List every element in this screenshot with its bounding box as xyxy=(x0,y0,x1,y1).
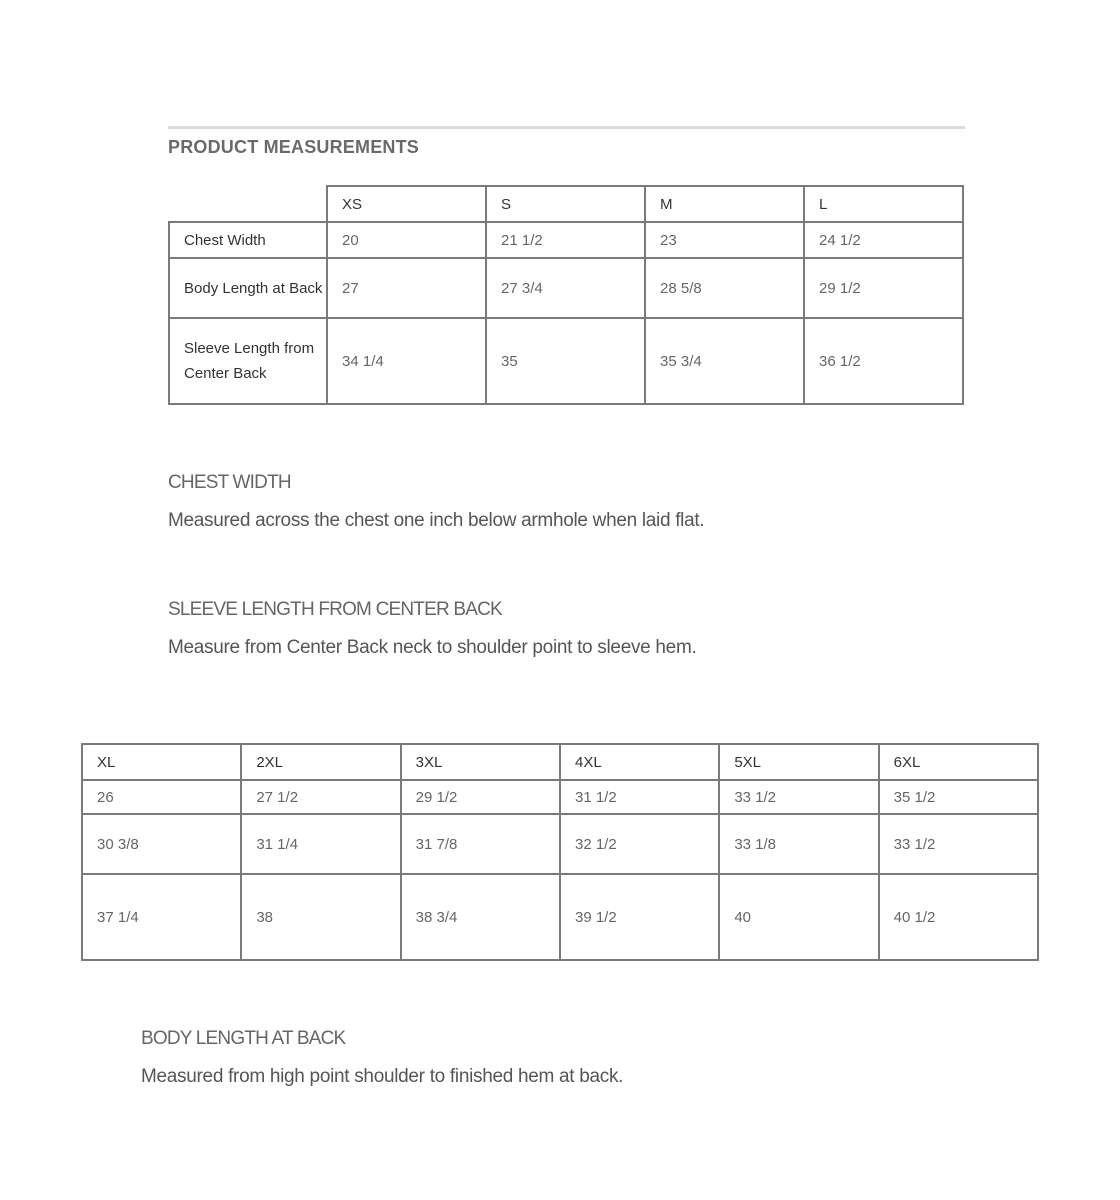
chest-width-row xyxy=(82,780,1038,814)
chest-width-row xyxy=(169,222,963,258)
sleeve-length-row xyxy=(82,874,1038,960)
measurement-cell: 33 1/2 xyxy=(719,780,878,814)
measurement-cell: 40 xyxy=(719,874,878,960)
body-length-title: BODY LENGTH AT BACK xyxy=(141,1028,346,1049)
size-header-cell: 5XL xyxy=(719,744,878,780)
row-label-sleeve-length: Sleeve Length from Center Back xyxy=(169,318,327,404)
measurement-cell: 38 xyxy=(241,874,400,960)
measurement-cell: 27 xyxy=(327,258,486,318)
section-title: PRODUCT MEASUREMENTS xyxy=(168,137,420,157)
measurement-cell: 39 1/2 xyxy=(560,874,719,960)
size-header-cell: 2XL xyxy=(241,744,400,780)
measurement-cell: 24 1/2 xyxy=(804,222,963,258)
size-header-cell: L xyxy=(804,186,963,222)
sleeve-length-description: Measure from Center Back neck to shoulder point to sleeve hem. xyxy=(168,637,697,658)
measurement-cell: 35 1/2 xyxy=(879,780,1038,814)
measurement-cell: 33 1/8 xyxy=(719,814,878,874)
chest-width-title: CHEST WIDTH xyxy=(168,472,291,493)
size-header-cell: 6XL xyxy=(879,744,1038,780)
measurement-cell: 21 1/2 xyxy=(486,222,645,258)
size-header-cell: M xyxy=(645,186,804,222)
measurement-cell: 23 xyxy=(645,222,804,258)
measurement-cell: 29 1/2 xyxy=(401,780,560,814)
measurement-cell: 27 3/4 xyxy=(486,258,645,318)
measurement-cell: 31 7/8 xyxy=(401,814,560,874)
measurement-cell: 27 1/2 xyxy=(241,780,400,814)
chest-width-description: Measured across the chest one inch below armhole when laid flat. xyxy=(168,510,705,531)
body-length-description: Measured from high point shoulder to finished hem at back. xyxy=(141,1066,624,1087)
measurement-cell: 31 1/4 xyxy=(241,814,400,874)
measurement-cell: 20 xyxy=(327,222,486,258)
measurement-cell: 30 3/8 xyxy=(82,814,241,874)
measurements-table-bottom xyxy=(81,743,1039,961)
blank-corner-cell xyxy=(169,186,327,222)
measurement-cell: 28 5/8 xyxy=(645,258,804,318)
measurements-table-top xyxy=(168,185,964,405)
measurement-cell: 40 1/2 xyxy=(879,874,1038,960)
row-label-body-length: Body Length at Back xyxy=(169,258,327,318)
measurement-cell: 35 xyxy=(486,318,645,404)
row-label-chest-width: Chest Width xyxy=(169,222,327,258)
measurement-cell: 35 3/4 xyxy=(645,318,804,404)
size-header-cell: XS xyxy=(327,186,486,222)
body-length-row xyxy=(82,814,1038,874)
measurement-cell: 31 1/2 xyxy=(560,780,719,814)
size-header-cell: 3XL xyxy=(401,744,560,780)
measurement-cell: 26 xyxy=(82,780,241,814)
measurement-cell: 37 1/4 xyxy=(82,874,241,960)
header-rule xyxy=(168,126,965,129)
sleeve-length-row xyxy=(169,318,963,404)
measurement-cell: 32 1/2 xyxy=(560,814,719,874)
size-header-cell: XL xyxy=(82,744,241,780)
size-header-row xyxy=(82,744,1038,780)
body-length-row xyxy=(169,258,963,318)
measurement-cell: 34 1/4 xyxy=(327,318,486,404)
measurement-cell: 36 1/2 xyxy=(804,318,963,404)
measurement-cell: 33 1/2 xyxy=(879,814,1038,874)
size-header-cell: 4XL xyxy=(560,744,719,780)
measurement-cell: 38 3/4 xyxy=(401,874,560,960)
sleeve-length-title: SLEEVE LENGTH FROM CENTER BACK xyxy=(168,599,502,620)
measurement-cell: 29 1/2 xyxy=(804,258,963,318)
size-header-row xyxy=(169,186,963,222)
size-header-cell: S xyxy=(486,186,645,222)
